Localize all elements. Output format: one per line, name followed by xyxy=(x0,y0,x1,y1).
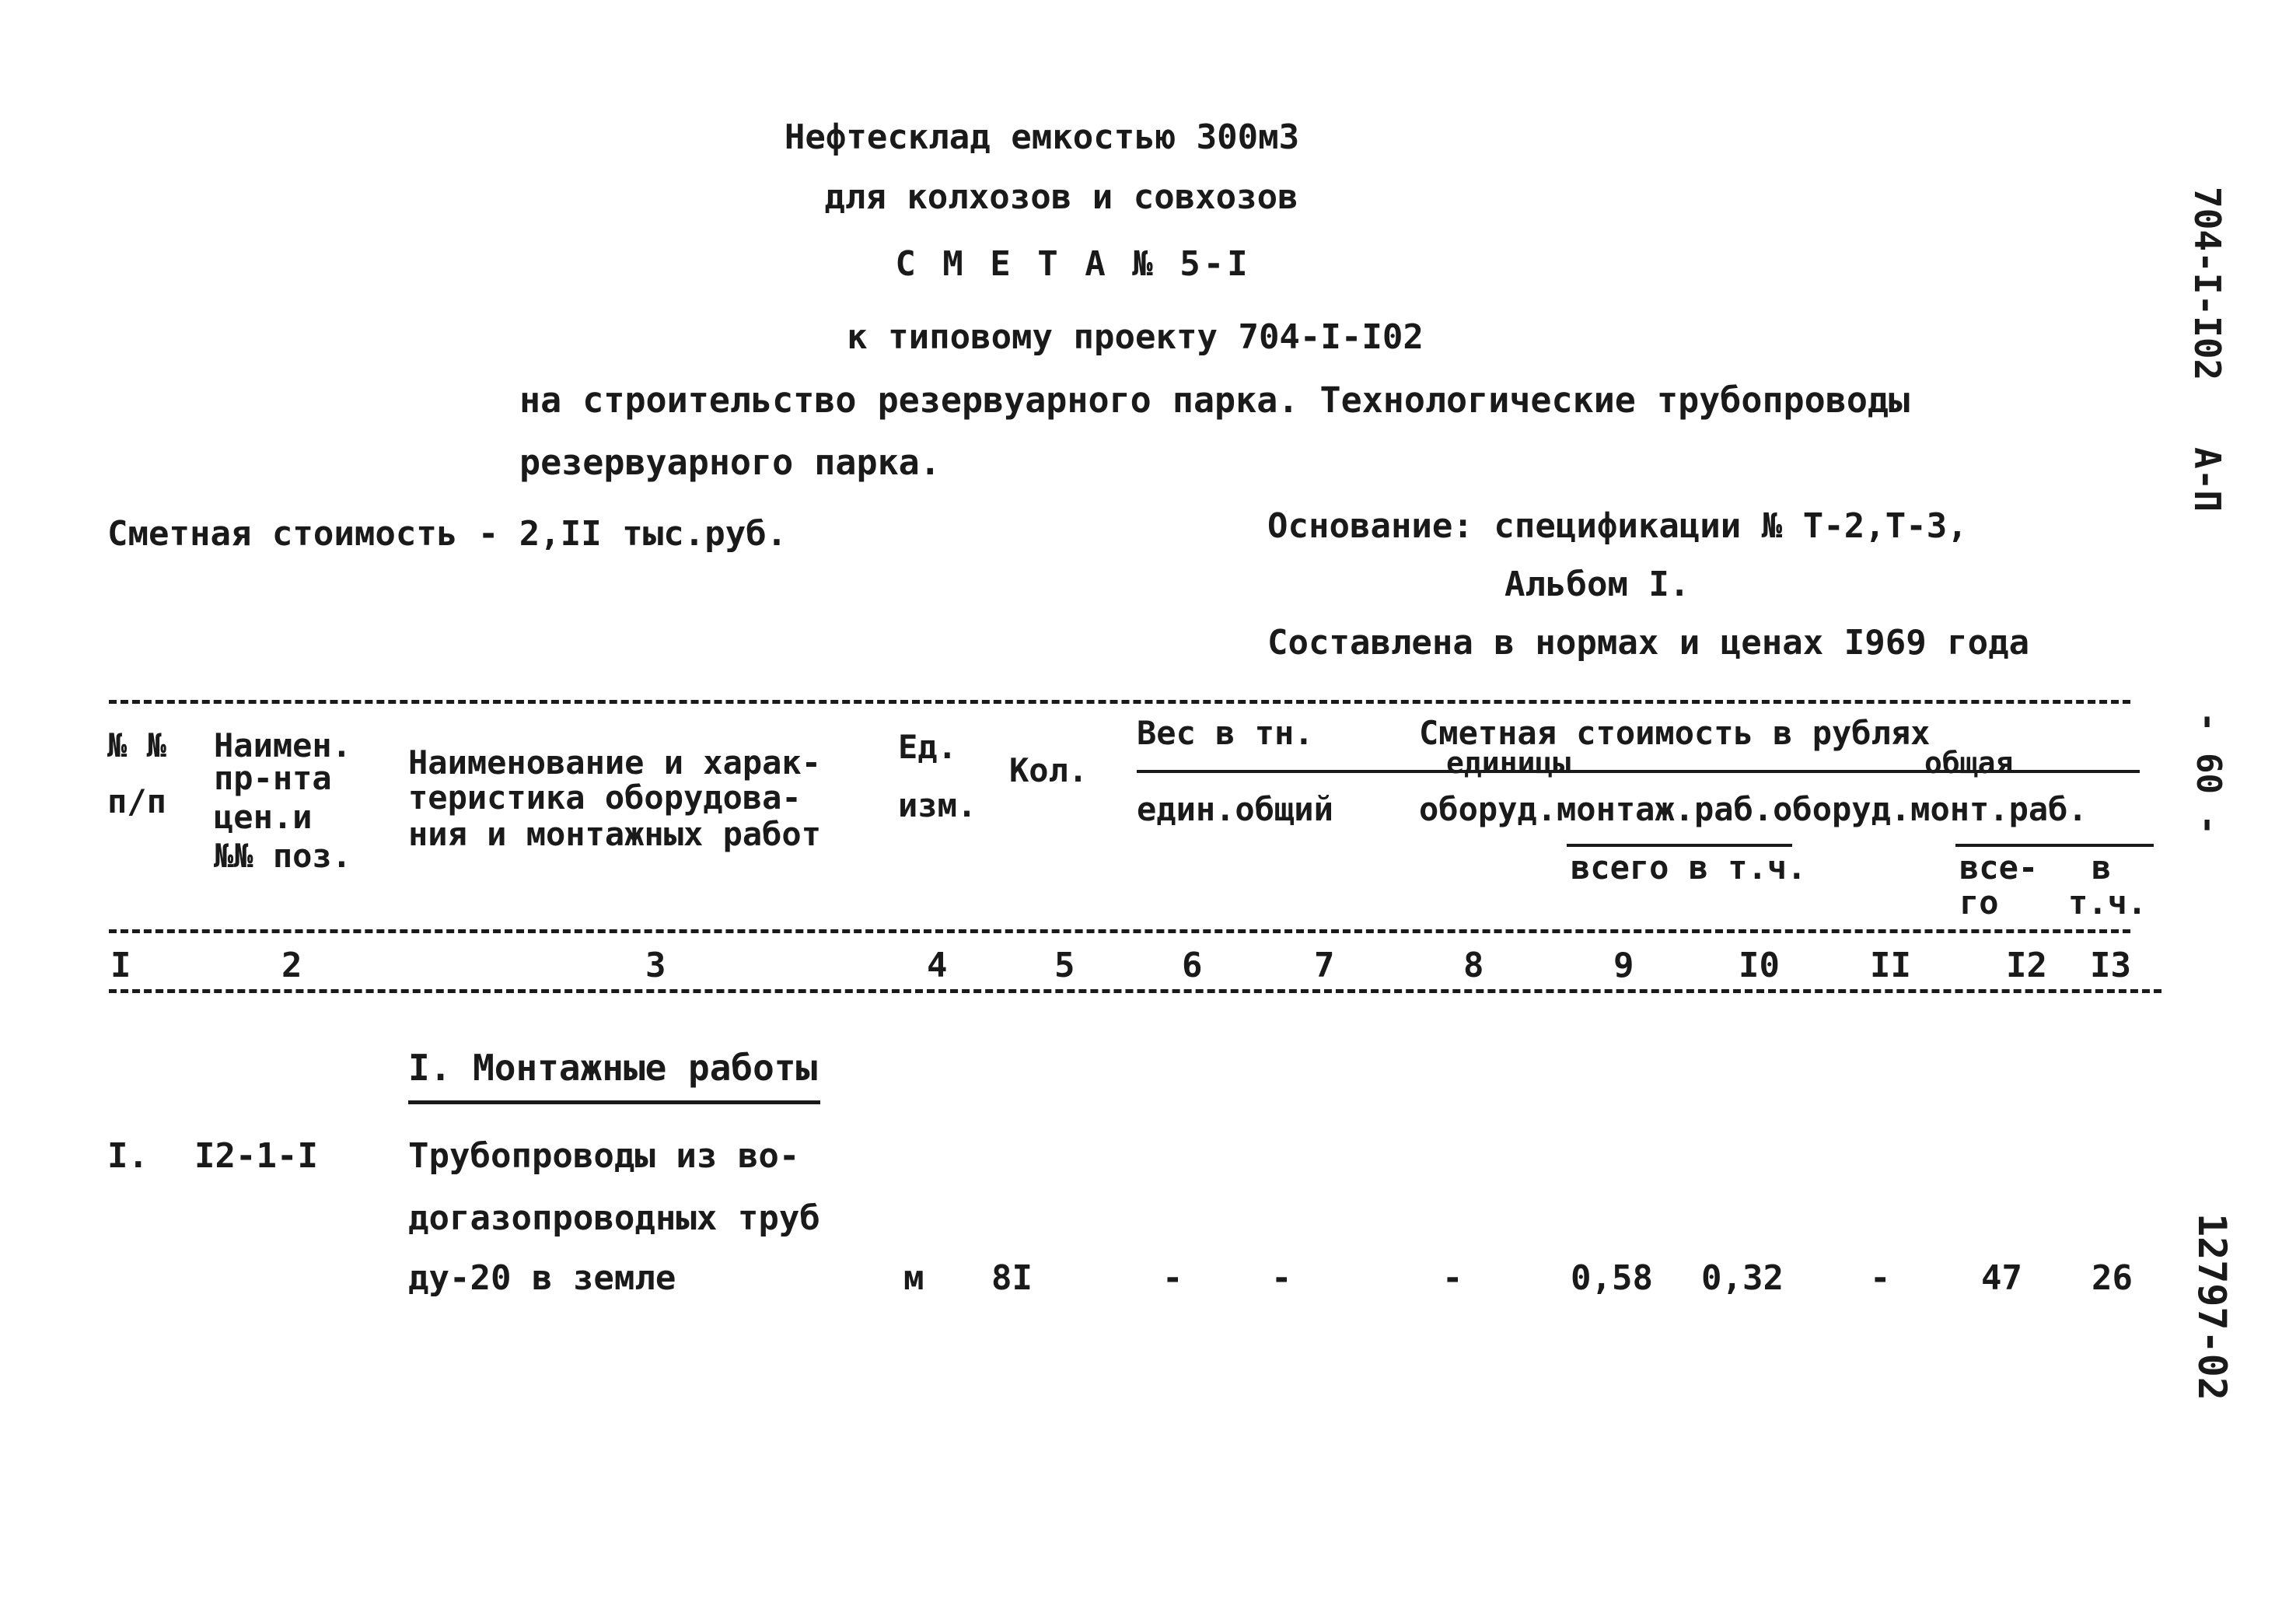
column-number: 7 xyxy=(1314,946,1335,985)
cost-group-rule xyxy=(1137,770,2140,773)
basis-album: Альбом I. xyxy=(1504,565,1690,604)
col-header-number-2: п/п xyxy=(107,782,166,820)
row-mounting-incl: 0,32 xyxy=(1701,1258,1784,1298)
row-number: I. xyxy=(107,1136,149,1176)
col-header-total-incl-2: т.ч. xyxy=(2068,883,2147,922)
col-header-price-ref: Наимен. xyxy=(214,726,352,764)
section-title: I. Монтажные работы xyxy=(408,1047,818,1089)
col-header-all-incl: всего в т.ч. xyxy=(1571,848,1807,887)
estimated-cost: Сметная стоимость - 2,II тыс.руб. xyxy=(107,514,788,554)
column-number: 6 xyxy=(1182,946,1203,985)
col-header-total-incl: в xyxy=(2092,848,2112,887)
column-number: I xyxy=(110,946,131,985)
col-header-number: № № xyxy=(107,726,166,764)
row-quantity: 8I xyxy=(991,1258,1033,1298)
column-number: 4 xyxy=(927,946,948,985)
table-header-bottom-rule xyxy=(109,929,2130,933)
column-number: I2 xyxy=(2006,946,2047,985)
row-description-2: догазопроводных труб xyxy=(408,1198,820,1238)
col-header-weight-sub: един.общий xyxy=(1137,790,1333,828)
margin-section: А-П xyxy=(2186,447,2228,512)
row-description: Трубопроводы из во- xyxy=(408,1136,800,1176)
column-number: I0 xyxy=(1739,946,1780,985)
doc-title-line-2: для колхозов и совхозов xyxy=(824,177,1298,217)
compiled-note: Составлена в нормах и ценах I969 года xyxy=(1267,623,2030,663)
column-number: 8 xyxy=(1463,946,1484,985)
row-total-all: 47 xyxy=(1981,1258,2022,1298)
col-header-unit-price: единицы xyxy=(1446,746,1571,780)
row-mounting-total: 0,58 xyxy=(1571,1258,1653,1298)
column-number: II xyxy=(1870,946,1911,985)
col-header-price-ref-4: №№ поз. xyxy=(214,837,352,875)
col-header-price-ref-3: цен.и xyxy=(214,798,313,836)
doc-title-estimate: С М Е Т А № 5-I xyxy=(895,244,1251,284)
column-number: I3 xyxy=(2090,946,2131,985)
row-unit: м xyxy=(903,1258,924,1298)
subcol-rule-right xyxy=(1955,844,2154,847)
col-header-description-3: ния и монтажных работ xyxy=(408,815,822,853)
row-equipment-total: - xyxy=(1870,1258,1891,1298)
col-header-weight: Вес в тн. xyxy=(1137,714,1314,752)
doc-title-purpose-cont: резервуарного парка. xyxy=(519,442,941,483)
subcol-rule-left xyxy=(1567,844,1792,847)
col-header-unit: Ед. xyxy=(898,728,957,766)
margin-project-code: 704-I-I02 xyxy=(2186,187,2228,381)
col-header-cost-group: Сметная стоимость в рублях xyxy=(1419,714,1931,752)
col-header-unit-2: изм. xyxy=(898,786,977,824)
column-number: 3 xyxy=(645,946,666,985)
basis-specs: Основание: спецификации № Т-2,Т-3, xyxy=(1267,506,1968,546)
col-header-total-price: общая xyxy=(1924,746,2014,780)
row-price-ref: I2-1-I xyxy=(194,1136,318,1176)
row-equipment-unit: - xyxy=(1442,1258,1463,1298)
row-total-incl: 26 xyxy=(2092,1258,2133,1298)
margin-page-number: - 60 - xyxy=(2189,712,2228,835)
doc-title-line-1: Нефтесклад емкостью 300м3 xyxy=(784,117,1300,157)
margin-document-number: 12797-02 xyxy=(2189,1213,2235,1401)
col-header-quantity: Кол. xyxy=(1009,751,1089,789)
col-header-description-2: теристика оборудова- xyxy=(408,778,802,817)
row-description-3: ду-20 в земле xyxy=(408,1258,676,1298)
column-number: 5 xyxy=(1054,946,1075,985)
col-header-total-all-2: го xyxy=(1959,883,1999,922)
col-header-description: Наименование и харак- xyxy=(408,743,822,782)
col-header-price-ref-2: пр-нта xyxy=(214,759,332,797)
section-title-underline xyxy=(408,1100,820,1104)
column-numbers-rule xyxy=(109,989,2161,993)
column-number: 2 xyxy=(281,946,302,985)
table-top-rule xyxy=(109,700,2130,704)
row-weight-total: - xyxy=(1271,1258,1292,1298)
col-header-cost-subcols: оборуд.монтаж.раб.оборуд.монт.раб. xyxy=(1419,790,2088,828)
doc-title-purpose: на строительство резервуарного парка. Технологические трубопроводы xyxy=(519,380,1910,421)
row-weight-unit: - xyxy=(1162,1258,1183,1298)
doc-title-project: к типовому проекту 704-I-I02 xyxy=(847,317,1424,357)
col-header-total-all: все- xyxy=(1959,848,2039,887)
column-number: 9 xyxy=(1613,946,1634,985)
